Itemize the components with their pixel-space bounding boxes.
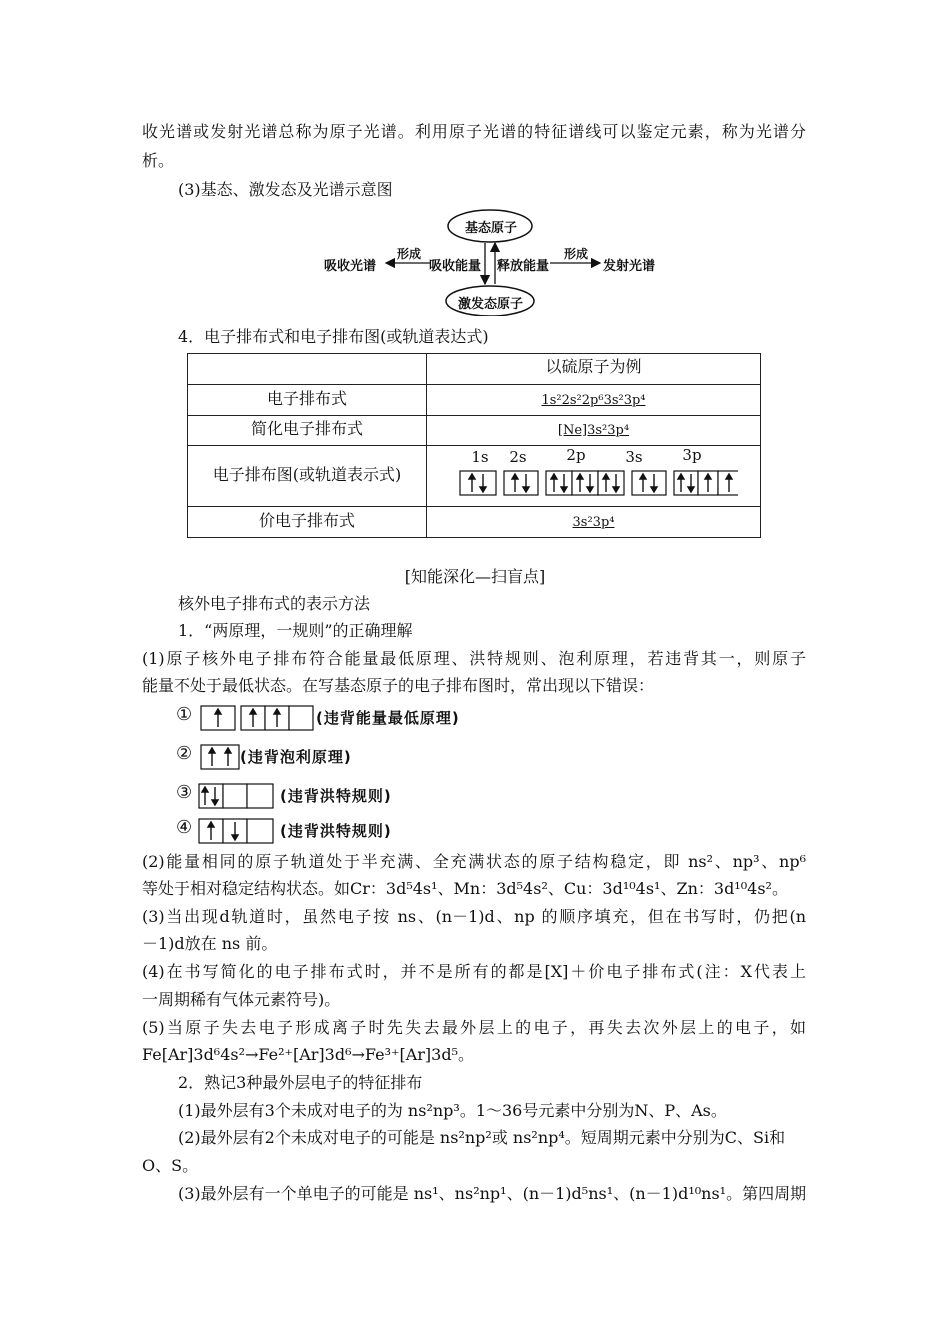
error-number: ① <box>176 704 193 725</box>
table-row-value <box>427 391 760 411</box>
paragraph-line: (1)最外层有3个未成对电子的为 ns²np³。1～36号元素中分别为N、P、As。 <box>178 1101 727 1120</box>
point-heading: 2．熟记3种最外层电子的特征排布 <box>178 1073 423 1092</box>
table-row-value <box>427 513 760 533</box>
config-value: 3s²3p⁴ <box>572 515 615 530</box>
paragraph-line: 能量不处于最低状态。在写基态原子的电子排布图时，常出现以下错误： <box>142 676 655 695</box>
right-arrow-label: 形成 <box>564 247 589 261</box>
orbital-label: 2p <box>566 446 586 464</box>
table-row-label: 简化电子排布式 <box>250 419 363 438</box>
table-rule <box>188 506 760 507</box>
absorb-energy-label: 吸收能量 <box>429 259 482 274</box>
paragraph-line: (4)在书写简化的电子排布式时，并不是所有的都是[X]＋价电子排布式(注：X代表上 <box>142 962 806 981</box>
paragraph-line: 收光谱或发射光谱总称为原子光谱。利用原子光谱的特征谱线可以鉴定元素，称为光谱分 <box>142 122 806 141</box>
orbital-diagram <box>458 446 738 504</box>
topic-heading: 核外电子排布式的表示方法 <box>178 594 371 613</box>
section-title: 4．电子排布式和电子排布图(或轨道表达式) <box>178 327 489 346</box>
ground-state-label: 基态原子 <box>465 221 518 236</box>
paragraph-line: O、S。 <box>142 1156 199 1175</box>
orbital-label: 3s <box>625 448 643 466</box>
paragraph-line: 一周期稀有气体元素符号)。 <box>142 990 341 1009</box>
table-header: 以硫原子为例 <box>545 357 642 376</box>
table-row-label: 电子排布图(或轨道表示式) <box>212 465 402 484</box>
config-value: 1s²2s²2p⁶3s²3p⁴ <box>541 393 646 408</box>
emission-spectrum-label: 发射光谱 <box>603 259 656 274</box>
paragraph-line: 析。 <box>142 151 175 170</box>
paragraph-line: (5)当原子失去电子形成离子时先失去最外层上的电子，再失去次外层上的电子，如 <box>142 1018 806 1037</box>
error-number: ③ <box>176 782 193 803</box>
left-arrow-label: 形成 <box>397 247 422 261</box>
error-description: (违背洪特规则) <box>280 822 392 840</box>
error-description: (违背能量最低原理) <box>316 709 460 727</box>
release-energy-label: 释放能量 <box>497 259 550 274</box>
paragraph-line: －1)d放在 ns 前。 <box>142 934 278 953</box>
orbital-boxes <box>198 818 278 846</box>
absorption-spectrum-label: 吸收光谱 <box>324 259 377 274</box>
paragraph-line: (2)最外层有2个未成对电子的可能是 ns²np²或 ns²np⁴。短周期元素中分别为C、Si和 <box>178 1128 786 1147</box>
table-rule <box>188 384 760 385</box>
paragraph-line: (3)最外层有一个单电子的可能是 ns¹、ns²np¹、(n－1)d⁵ns¹、(n－1)d¹⁰ns¹。第四周期 <box>178 1184 807 1203</box>
error-number: ② <box>176 743 193 764</box>
error-description: (违背泡利原理) <box>240 748 352 766</box>
table-row-value <box>427 421 760 441</box>
paragraph-line: Fe[Ar]3d⁶4s²→Fe²⁺[Ar]3d⁶→Fe³⁺[Ar]3d⁵。 <box>142 1045 474 1064</box>
paragraph-line: (3)当出现d轨道时，虽然电子按 ns、(n－1)d、np 的顺序填充，但在书写时，仍把(n <box>142 907 806 926</box>
orbital-boxes <box>200 705 320 733</box>
table-row-label: 电子排布式 <box>266 389 347 408</box>
config-value: [Ne]3s²3p⁴ <box>557 423 630 438</box>
orbital-label: 3p <box>682 446 702 464</box>
error-description: (违背洪特规则) <box>280 787 392 805</box>
paragraph-line: (2)能量相同的原子轨道处于半充满、全充满状态的原子结构稳定，即 ns²、np³、np⁶ <box>142 852 806 871</box>
excited-state-label: 激发态原子 <box>458 297 524 312</box>
table-row-label: 价电子排布式 <box>258 511 355 530</box>
table-rule <box>188 415 760 416</box>
orbital-label: 1s <box>471 448 489 466</box>
error-number: ④ <box>176 817 193 838</box>
spectrum-diagram <box>320 206 660 316</box>
orbital-boxes <box>200 744 244 772</box>
orbital-boxes <box>458 470 738 504</box>
orbital-boxes <box>198 783 278 811</box>
section-banner: [知能深化—扫盲点] <box>404 567 546 586</box>
electron-config-table <box>187 353 761 538</box>
point-heading: 1．“两原理，一规则”的正确理解 <box>178 621 413 640</box>
paragraph-line: 等处于相对稳定结构状态。如Cr：3d⁵4s¹、Mn：3d⁵4s²、Cu：3d¹⁰4s¹、Zn：3d¹⁰4s²。 <box>142 879 788 898</box>
subheading: (3)基态、激发态及光谱示意图 <box>178 180 393 199</box>
orbital-label: 2s <box>509 448 527 466</box>
paragraph-line: (1)原子核外电子排布符合能量最低原理、洪特规则、泡利原理，若违背其一，则原子 <box>142 649 806 668</box>
